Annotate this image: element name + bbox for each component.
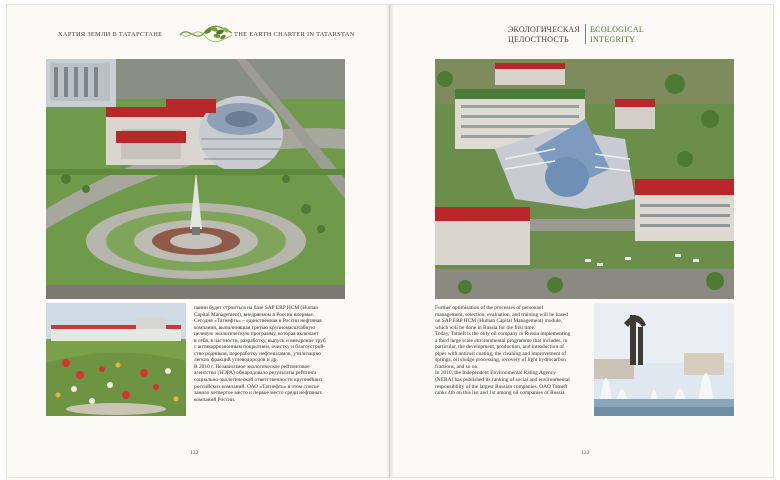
aerial-photo-round-office-building [46, 59, 345, 299]
header-en-line1: ECOLOGICAL [590, 25, 645, 34]
text-line: агентство (НЭРА) обнародовало результаты рейтинга [194, 370, 317, 377]
photo-fountain-monument [594, 303, 734, 416]
text-line: в себя, в частности, разработку, выпуск и внедрение труб [194, 337, 326, 344]
header-en-line2: INTEGRITY [590, 35, 636, 44]
text-line: легких фракций углеводородов и др. [194, 357, 278, 364]
text-line: целевую экологическую программу, которая включает [194, 331, 319, 338]
text-line: российских компаний. ОАО «Татнефть» в этом списке [194, 383, 319, 390]
text-line: particular, the development, production, and introduction of [435, 344, 564, 351]
text-line: on SAP ERP HCM (Human Capital Management) module, [435, 318, 563, 325]
earth-charter-leaf-logo-icon [178, 23, 234, 45]
left-running-header [58, 27, 358, 47]
text-line: fractions, and so on. [435, 363, 479, 370]
photo-flower-beds-gas-station [46, 303, 186, 416]
left-page-number: 132 [190, 450, 199, 456]
text-line: ство родников, переработку нефтешламов, утилизацию [194, 350, 322, 357]
text-line: Capital Management), внедряемом в России впервые. [194, 311, 315, 318]
right-body-text [435, 305, 585, 397]
text-line: ranks 4th on this list and 1st among oil companies of Russia. [435, 390, 566, 397]
left-body-text [194, 305, 344, 403]
text-line: В 2010 г. Независимое экологическое рейтинговое [194, 363, 310, 370]
right-header-ru [508, 25, 580, 45]
text-line: Сегодня «Татнефть» – единственная в России нефтяная [194, 318, 322, 325]
right-header-en [590, 25, 644, 45]
aerial-photo-office-complex [435, 59, 734, 299]
text-line: which will be done in Russia for the first time. [435, 324, 536, 331]
text-line: пании будет строиться на базе SAP ERP HCM (Human [194, 305, 319, 311]
header-ru-line2: ЦЕЛОСТНОСТЬ [508, 35, 569, 44]
text-line: a third large scale environmental programme that includes, in [435, 337, 568, 344]
book-gutter [386, 5, 394, 477]
text-line: компаний России. [194, 396, 236, 403]
text-line: springs, oil sludge processing, recovery of light hydrocarbon [435, 357, 566, 364]
header-ru-line1: ЭКОЛОГИЧЕСКАЯ [508, 25, 580, 34]
text-line: Today, Tatneft is the only oil company in Russia implementing [435, 331, 571, 338]
text-line: компания, выполнившая третью крупномасштабную [194, 324, 316, 331]
header-title-en: THE EARTH CHARTER IN TATARSTAN [234, 31, 355, 38]
text-line: с антикоррозионным покрытием, очистку и благоустрой- [194, 344, 326, 351]
text-line: pipes with antirust coating, the cleaning and improvement of [435, 350, 566, 357]
text-line: In 2010, the Independent Environmental Rating Agency [435, 370, 556, 377]
header-title-ru: ХАРТИЯ ЗЕМЛИ В ТАТАРСТАНЕ [58, 31, 163, 38]
text-line: responsibility of the largest Russian companies. OAO Tatneft [435, 383, 568, 390]
header-divider [585, 24, 586, 44]
text-line: (NERA) has published its ranking of social and environmental [435, 377, 570, 384]
text-line: социально-экологической ответственности крупнейших [194, 377, 323, 384]
text-line: заняло четвертое место и первое место среди нефтяных [194, 390, 323, 397]
text-line: management, selection, evaluation, and training will be based [435, 311, 568, 318]
right-page-number: 133 [581, 450, 590, 456]
text-line: Further optimisation of the processes of personnel [435, 305, 544, 311]
